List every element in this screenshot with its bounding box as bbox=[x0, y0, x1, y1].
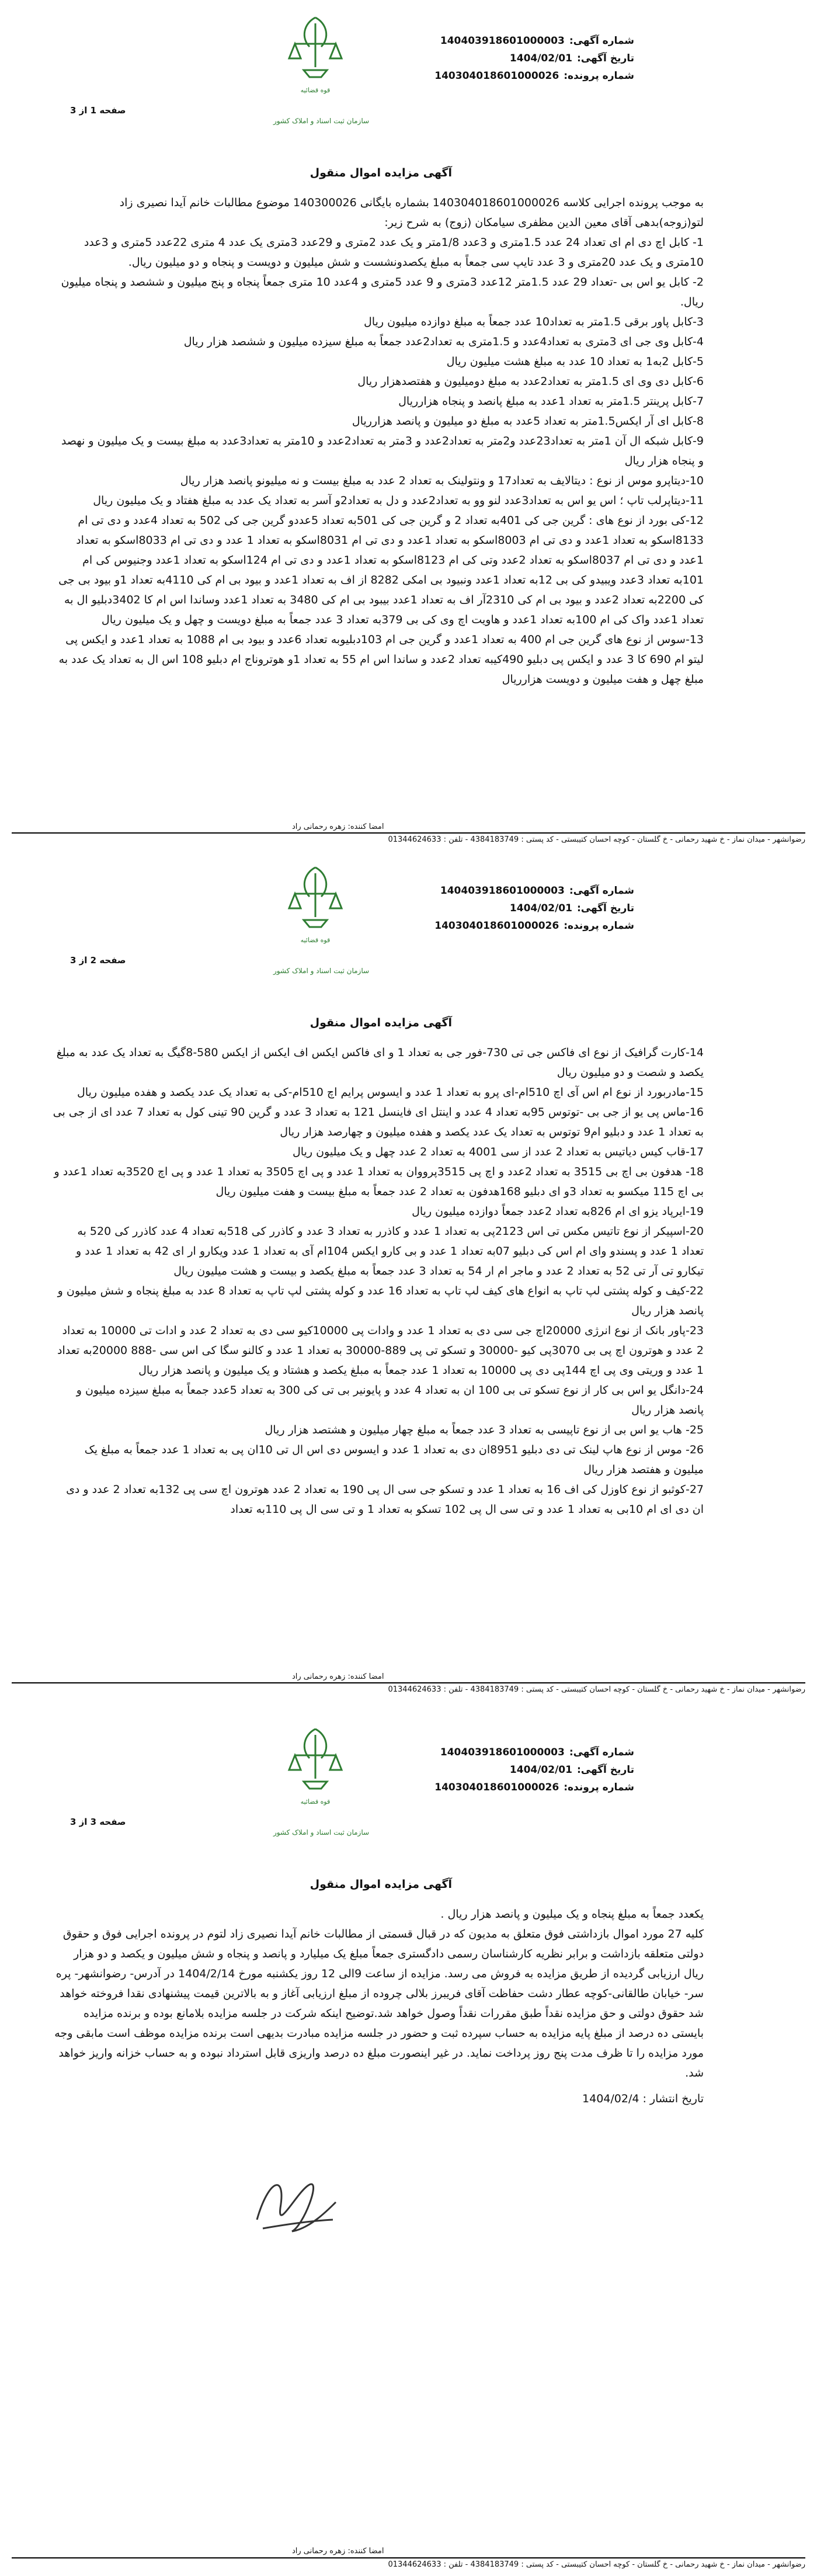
emblem-caption: سازمان ثبت اسناد و املاک کشور bbox=[273, 1828, 370, 1836]
judiciary-emblem-icon bbox=[280, 862, 350, 961]
page-footer: رضوانشهر - میدان نماز - خ شهید رحمانی - خ گلستان - کوچه احسان کتیبستی - کد پستی : 4384183749 - تلفن : 01344624633 bbox=[12, 2557, 805, 2569]
paragraph: 14-کارت گرافیک از نوع ای فاکس جی تی 730-فور جی به تعداد 1 و ای فاکس ایکس اف ایکس از ایکس 580-8گیگ به تعداد یک عدد به مبلغ یکصد و شصت و دو میلیون ریال bbox=[56, 1046, 704, 1079]
paragraph: یکعدد جمعاً به مبلغ پنجاه و یک میلیون و پانصد هزار ریال . bbox=[440, 1908, 704, 1921]
paragraph: 2- کابل یو اس بی -تعداد 29 عدد 1.5متر 12عدد 3متری و 9 عدد 5متری و 4عدد 10 متری جمعاً پنجاه و پنج میلیون و ششصد و پنجاه میلیون ریال. bbox=[61, 276, 704, 308]
footer-address: رضوانشهر - میدان نماز - خ شهید رحمانی - خ گلستان - کوچه احسان کتیبستی bbox=[561, 835, 805, 844]
document-page-2 bbox=[0, 850, 817, 1697]
paragraph: 24-دانگل یو اس بی کار از نوع تسکو تی بی 100 ان به تعداد 4 عدد و پایونیر بی تی کی 300 به تعداد 5عدد جمعاً به مبلغ سیزده میلیون و پانصد هزار ریال bbox=[76, 1384, 704, 1417]
case-number-label: شماره پرونده: bbox=[564, 920, 634, 932]
ad-date-label: تاریخ آگهی: bbox=[576, 53, 634, 64]
ad-number-label: شماره آگهی: bbox=[569, 885, 634, 897]
paragraph: 25- هاب یو اس بی از نوع تاپیسی به تعداد 3 عدد جمعاً به مبلغ چهار میلیون و هشتصد هزار ریال bbox=[265, 1424, 704, 1436]
paragraph: به موجب پرونده اجرایی کلاسه 140304018601000026 بشماره بایگانی 140300026 موضوع مطالبات خانم آیدا نصیری زاد لتو(زوجه)بدهی آقای معین الدین مظفری سیامکان (زوج) به شرح زیر: bbox=[119, 196, 704, 229]
svg-text:قوه قضائیه: قوه قضائیه bbox=[300, 86, 331, 94]
signer-line bbox=[292, 822, 384, 831]
judiciary-emblem-icon bbox=[280, 12, 350, 111]
paragraph: کلیه 27 مورد اموال بازداشتی فوق متعلق به مدیون که در قبال قسمتی از مطالبات خانم آیدا نصیری زاد لتوم در پرونده اجرایی فوق و حقوق دولتی متعلقه بازداشت و برابر نظریه کارشناسان رسمی دادگستری جمعاً مبلغ یک میلیارد و پانصد و پنجاه و شش میلیون و یکصد و دو هزار ریال ارزیابی گردیده از طریق مزایده به فروش می رسد. مزایده از ساعت 9الی 12 روز یکشنبه مورخ 1404/2/14 در آدرس- رضوانشهر- پره سر- خیابان طالقانی-کوچه عطار دشت حفاظت آقای فریبرز بلالی چروده از مبلغ ارزیابی آغاز و به بالاترین قیمت پیشنهادی نقدا فروخته خواهد شد حقوق دولتی و حق مزایده نقداً طبق مقررات نقداً وصول خواهد شد.توضیح اینکه شرکت در جلسه مزایده بلامانع بوده و برنده مزایده بایستی ده درصد از مبلغ پایه مزایده به حساب سپرده ثبت و حضور در جلسه مزایده مبادرت بدیهی است برنده مزایده موظف است مابقی وجه مورد مزایده را تا ظرف مدت پنج روز پرداخت نماید. در غیر اینصورت مبلغ ده درصد واریزی قابل استرداد نبوده و به حساب خزانه واریز خواهد شد. bbox=[54, 1928, 704, 2079]
document-page-3 bbox=[0, 1711, 817, 2576]
paragraph: 9-کابل شبکه ال آن 1متر به تعداد23عدد و2متر به تعداد2عدد و 3متر به تعداد2عدد و 10متر به تعداد3عدد به مبلغ بیست و یک میلیون و نهصد و پنجاه هزار ریال bbox=[61, 435, 704, 467]
paragraph: 19-ایرپاد یزو ای ام 826به تعداد 2عدد جمعاً دوازده میلیون ریال bbox=[412, 1205, 704, 1218]
paragraph: 15-مادربورد از نوع ام اس آی اچ 510ام-ای پرو به تعداد 1 عدد و ایسوس پرایم اچ 510ام-کی به تعداد یک عدد یکصد و هفده میلیون ریال bbox=[77, 1086, 704, 1099]
page-footer: رضوانشهر - میدان نماز - خ شهید رحمانی - خ گلستان - کوچه احسان کتیبستی - کد پستی : 4384183749 - تلفن : 01344624633 bbox=[12, 832, 805, 844]
document-body bbox=[53, 1043, 704, 1519]
document-body bbox=[53, 1904, 704, 2109]
ad-date-label: تاریخ آگهی: bbox=[576, 1764, 634, 1776]
case-number: 140304018601000026 bbox=[434, 1782, 559, 1793]
paragraph: 17-قاب کیس دیاتیس به تعداد 2 عدد از سی 4001 به تعداد 2 عدد چهل و یک میلیون ریال bbox=[292, 1145, 704, 1158]
ad-number: 140403918601000003 bbox=[440, 1747, 565, 1758]
paragraph: 3-کابل پاور برقی 1.5متر به تعداد10 عدد جمعاً به مبلغ دوازده میلیون ریال bbox=[363, 315, 704, 328]
page-header bbox=[0, 850, 817, 1025]
case-number: 140304018601000026 bbox=[434, 70, 559, 82]
document-page-1 bbox=[0, 0, 817, 847]
document-body bbox=[53, 193, 704, 689]
document-title: آگهی مزایده اموال منقول bbox=[310, 1016, 452, 1029]
phone-number: 01344624633 bbox=[388, 2560, 441, 2569]
postal-label: کد پستی : bbox=[521, 2560, 554, 2569]
phone-label: تلفن : bbox=[443, 1685, 463, 1694]
document-title: آگهی مزایده اموال منقول bbox=[310, 1878, 452, 1891]
handwritten-signature-icon bbox=[239, 2155, 345, 2249]
signed-by-label: امضا کننده: bbox=[347, 1672, 384, 1681]
case-number: 140304018601000026 bbox=[434, 920, 559, 932]
paragraph: 12-کی بورد از نوع های : گرین جی کی 401به تعداد 2 و گرین جی کی 501به تعداد 5عددو گرین جی کی 502 به تعداد 4عدد و دی تی ام 8133اسکو به تعداد 1عدد و دی تی ام 8003اسکو به تعداد 1عدد و دی تی ام 8031اسکو به تعداد 1 عدد و دی تی ام 8033اسکو به تعداد 1عدد و دی تی ام 8037اسکو به تعداد 2عدد وتی کی ام 8123اسکو به تعداد 1عدد و دی تی ام 124اسکو به تعداد 1عدد وجنیوس کی ام 101به تعداد 3عدد ویبیدو کی بی 12به تعداد 1عدد ونبیود بی امکی 8282 از اف به تعداد 1عدد و بیود بی ام کی 4110به تعداد 1و بیود بی جی کی 2200به تعداد 2عدد و بیود بی ام کی 2310آر اف به تعداد 1عدد بیبود بی ام کی 3480 به تعداد 1عدد وساندا اس ام کا 3402دبلیو ال به تعداد 1عدد واک کی ام 100به تعداد 1عدد و هاویت اچ وی کی بی 379به تعداد 3 عدد جمعاً به مبلغ دویست و چهل و یک میلیون ریال bbox=[58, 514, 704, 626]
footer-address: رضوانشهر - میدان نماز - خ شهید رحمانی - خ گلستان - کوچه احسان کتیبستی bbox=[561, 1685, 805, 1694]
postal-code: 4384183749 bbox=[470, 1685, 519, 1694]
postal-label: کد پستی : bbox=[521, 835, 554, 844]
ad-date-label: تاریخ آگهی: bbox=[576, 902, 634, 914]
paragraph: 11-دیتاپرلب تاپ ؛ اس یو اس به تعداد3عدد لنو وو به تعداد2عدد و دل به تعداد2و آسر به تعداد یک عدد به مبلغ هفتاد و یک میلیون ریال bbox=[93, 494, 704, 507]
ad-date: 1404/02/01 bbox=[509, 902, 572, 914]
page-header bbox=[0, 1711, 817, 1887]
ad-number: 140403918601000003 bbox=[440, 35, 565, 47]
page-number: صفحه 3 از 3 bbox=[70, 1817, 126, 1827]
ad-date: 1404/02/01 bbox=[509, 1764, 572, 1776]
ad-number-label: شماره آگهی: bbox=[569, 1747, 634, 1758]
svg-text:قوه قضائیه: قوه قضائیه bbox=[300, 936, 331, 944]
paragraph: 8-کابل ای آر ایکس1.5متر به تعداد 5عدد به مبلغ دو میلیون و پانصد هزارریال bbox=[352, 415, 704, 428]
paragraph: 13-سوس از نوع های گرین جی ام 400 به تعداد 1عدد و گرین جی ام 103دبلیوبه تعداد 6عدد و بیود بی ام 1088 به تعداد 1عدد و ایکس پی لیتو ام 690 کا 3 عدد و ایکس پی دبلیو 490کیبه تعداد 2عدد و ساندا اس ام 55 به تعداد 1و هوتروناج ام دبلیو 108 اس ال به تعداد یک عدد به مبلغ چهل و هفت میلیون و دویست هزارریال bbox=[58, 633, 704, 686]
phone-label: تلفن : bbox=[443, 835, 463, 844]
paragraph: 20-اسپیکر از نوع تاتیس مکس تی اس 2123پی به تعداد 1 عدد و کاذرر به تعداد 3 عدد و کاذرر کی 518به تعداد 4 عدد کاذرر کی 520 به تعداد 1 عدد و پسندو وای ام اس کی دبلیو 07به تعداد 1 عدد و بی کارو ایکس 104ام آی به تعداد 1 عدد ویکارو ار ای 42 به تعداد 1 عدد و تیکارو تی آر تی 52 به تعداد 2 عدد و ماجر ام ار 54 به تعداد 3 عدد جمعاً به مبلغ یکصد و بیست و هشت میلیون ریال bbox=[76, 1225, 704, 1277]
judiciary-emblem-icon bbox=[280, 1723, 350, 1822]
signer-line bbox=[292, 1672, 384, 1681]
phone-number: 01344624633 bbox=[388, 835, 441, 844]
signed-by-label: امضا کننده: bbox=[347, 2547, 384, 2556]
paragraph: 1- کابل اچ دی ام ای تعداد 24 عدد 1.5متری و 3عدد 1/8متر و یک عدد 2متری و 29عدد 3متری یک عدد 4 متری 22عدد 5متری و 3عدد 10متری و یک عدد 20متری و 3 عدد تایپ سی جمعاً به مبلغ یکصدونشست و شش میلیون و دویست و پنجاه و دو میلیون ریال. bbox=[84, 236, 704, 269]
paragraph: 16-ماس پی یو از جی بی -توتوس 95به تعداد 4 عدد و اینتل ای فاینسل 121 به تعداد 3 عدد و گرین 90 تینی کول به تعداد 7 عدد ای از جی بی به تعداد 1 عدد و دبلیو ام9 توتوس به تعداد یک عدد یکصد و هفده میلیون و چهارصد هزار ریال bbox=[53, 1106, 704, 1138]
signer-name: زهره رحمانی راد bbox=[292, 2547, 346, 2556]
page-number: صفحه 2 از 3 bbox=[70, 955, 126, 966]
signer-line bbox=[292, 2547, 384, 2556]
paragraph: 27-کوثبو از نوع کاوزل کی اف 16 به تعداد 1 عدد و تسکو جی سی ال پی 190 به تعداد 2 عدد هوترون اچ سی پی 132به تعداد 2 عدد و دی ان دی ای ام 10بی به تعداد 1 عدد و تی سی ال پی 102 تسکو به تعداد 1 و تی سی ال پی 110به تعداد bbox=[66, 1483, 704, 1516]
paragraph: 5-کابل 2به1 به تعداد 10 عدد به مبلغ هشت میلیون ریال bbox=[446, 355, 704, 368]
paragraph: 7-کابل پرینتر 1.5متر به تعداد 1عدد به مبلغ پانصد و پنجاه هزارریال bbox=[398, 395, 704, 408]
postal-label: کد پستی : bbox=[521, 1685, 554, 1694]
page-header bbox=[0, 0, 817, 175]
postal-code: 4384183749 bbox=[470, 2560, 519, 2569]
ad-metadata bbox=[362, 882, 637, 935]
paragraph: 18- هدفون بی اچ بی 3515 به تعداد 2عدد و اچ پی 3515پرووان به تعداد 1 عدد و پی اچ 3505 به تعداد 1 عدد و پی اچ 3520به تعداد 1عدد و بی اچ 115 میکسو به تعداد 3و ای دبلیو 168هدفون به تعداد 2 عدد جمعاً به مبلغ بیست و هفت میلیون ریال bbox=[54, 1165, 704, 1198]
signer-name: زهره رحمانی راد bbox=[292, 1672, 346, 1681]
paragraph: 4-کابل وی جی ای 3متری به تعداد4عدد و 1.5متری به تعداد2عدد جمعاً به مبلغ سیزده میلیون و ششصد هزار ریال bbox=[183, 335, 704, 348]
postal-code: 4384183749 bbox=[470, 835, 519, 844]
footer-address: رضوانشهر - میدان نماز - خ شهید رحمانی - خ گلستان - کوچه احسان کتیبستی bbox=[561, 2560, 805, 2569]
paragraph: 10-دیتاپرو موس از نوع : دیتالایف به تعداد17 و ونتولینک به تعداد 2 عدد به مبلغ بیست و نه میلیونو پانصد هزار ریال bbox=[180, 474, 704, 487]
page-footer: رضوانشهر - میدان نماز - خ شهید رحمانی - خ گلستان - کوچه احسان کتیبستی - کد پستی : 4384183749 - تلفن : 01344624633 bbox=[12, 1682, 805, 1694]
phone-label: تلفن : bbox=[443, 2560, 463, 2569]
page-number: صفحه 1 از 3 bbox=[70, 105, 126, 116]
paragraph: 22-کیف و کوله پشتی لپ تاپ به انواع های کیف لپ تاپ به تعداد 16 عدد و کوله پشتی لپ تاپ به تعداد 8 عدد به مبلغ پنجاه و شش میلیون و پانصد هزار ریال bbox=[57, 1284, 704, 1317]
emblem-caption: سازمان ثبت اسناد و املاک کشور bbox=[273, 117, 370, 125]
svg-text:قوه قضائیه: قوه قضائیه bbox=[300, 1798, 331, 1806]
phone-number: 01344624633 bbox=[388, 1685, 441, 1694]
ad-date: 1404/02/01 bbox=[509, 53, 572, 64]
paragraph: 26- موس از نوع هاپ لینک تی دی دبلیو 8951ان دی به تعداد 1 عدد و ایسوس دی اس ال تی 10ان پی به تعداد 1 عدد جمعاً به مبلغ یک میلیون و هفتصد هزار ریال bbox=[84, 1443, 704, 1476]
paragraph: 23-پاور بانک از نوع انرژی 20000اچ جی سی دی به تعداد 1 عدد و وادات پی 10000کیو سی دی به تعداد 2 عدد و ادات تی 10000 به تعداد 2 عدد و هوترون اچ پی بی 3070پی کیو -30000 و تسکو تی پی 889-30000 به تعداد 1 عدد و کالنو سگا کی اس سی -888 20000به تعداد 1 عدد و وریتی وی پی اچ 144پی دی پی 10000 به تعداد 1 عدد جمعاً به مبلغ یکصد و هشتاد و یک میلیون و پانصد هزار ریال bbox=[57, 1324, 704, 1377]
document-title: آگهی مزایده اموال منقول bbox=[310, 166, 452, 179]
publication-date: تاریخ انتشار : 1404/02/4 bbox=[582, 2092, 704, 2105]
emblem-caption: سازمان ثبت اسناد و املاک کشور bbox=[273, 967, 370, 975]
signer-name: زهره رحمانی راد bbox=[292, 822, 346, 831]
signed-by-label: امضا کننده: bbox=[347, 822, 384, 831]
case-number-label: شماره پرونده: bbox=[564, 1782, 634, 1793]
ad-number: 140403918601000003 bbox=[440, 885, 565, 897]
paragraph: 6-کابل دی وی ای 1.5متر به تعداد2عدد به مبلغ دومیلیون و هفتصدهزار ریال bbox=[357, 375, 704, 388]
ad-number-label: شماره آگهی: bbox=[569, 35, 634, 47]
case-number-label: شماره پرونده: bbox=[564, 70, 634, 82]
ad-metadata bbox=[362, 1744, 637, 1796]
ad-metadata bbox=[362, 32, 637, 85]
